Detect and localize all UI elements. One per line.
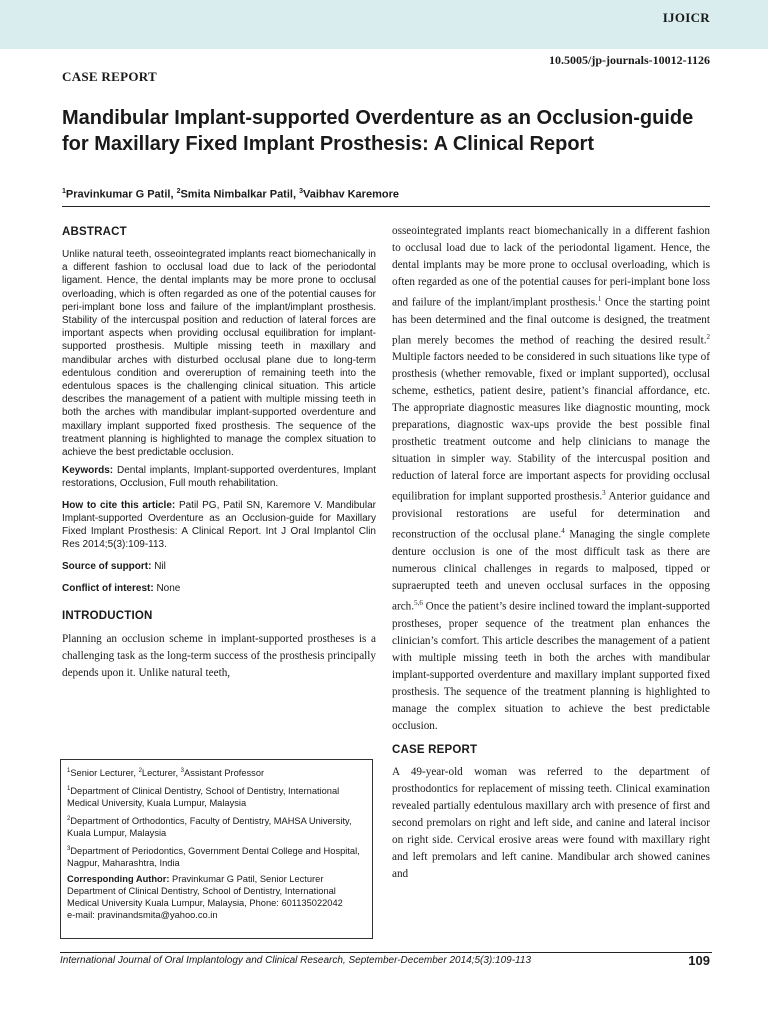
body-text: Managing the single complete denture occlusion is one of the most difficult task as there are numerous clinical challenges in regards to malposed, tipped or supraerupted teeth and uneven occlusal surfaces in the opposing arch.: [392, 528, 710, 613]
affil-sup: 1: [67, 768, 71, 774]
role-text: Assistant Professor: [184, 768, 265, 779]
affiliation-3: [67, 843, 366, 869]
body-text: Anterior guidance and provisional restorations are useful for determination and reconstruction of the occlusal plane.: [392, 491, 710, 541]
keywords-text: Dental implants, Implant-supported overdentures, Implant restorations, Occlusion, Full mouth rehabilitation.: [62, 465, 376, 490]
affil-sup: 3: [180, 768, 185, 774]
author-roles: [67, 765, 366, 779]
keywords: [62, 464, 376, 490]
corr-email[interactable]: e-mail: pravinandsmita@yahoo.co.in: [67, 910, 218, 921]
corr-name: Pravinkumar G Patil, Senior Lecturer: [169, 874, 324, 885]
affil-text: Department of Orthodontics, Faculty of Dentistry, MAHSA University, Kuala Lumpur, Malaysia: [67, 816, 352, 839]
body-text: osseointegrated implants react biomechanically in a different fashion to occlusal load due to lack of the periodontal ligament. Hence, the dental implants may be more prone to occlusal overloading, which is often regarded as one of the potential causes for peri-implant bone loss and failure of the implant/implant prosthesis.: [392, 225, 710, 309]
conflict-of-interest: [62, 582, 376, 595]
cite-label: How to cite this article:: [62, 499, 176, 511]
support-label: Source of support:: [62, 561, 152, 573]
introduction-continued: [392, 223, 710, 735]
author-name: Pravinkumar G Patil,: [65, 188, 177, 201]
introduction-heading: INTRODUCTION: [62, 610, 153, 623]
role-text: Senior Lecturer,: [70, 768, 139, 779]
affil-text: Department of Periodontics, Government Dental College and Hospital, Nagpur, Maharashtra, India: [67, 846, 360, 869]
conflict-value: None: [153, 583, 181, 595]
journal-abbreviation: IJOICR: [662, 10, 710, 25]
affiliation-2: [67, 813, 366, 839]
author-list: [62, 188, 399, 201]
affil-sup: 2: [138, 768, 142, 774]
affiliation-1: [67, 783, 366, 809]
body-text: Once the starting point has been determined and the final outcome is designed, the treatment plan merely becomes the method of reaching the desired result.: [392, 296, 710, 347]
author-sup: 3: [299, 188, 303, 195]
support-value: Nil: [151, 561, 166, 573]
author-sup: 1: [62, 188, 66, 195]
role-text: Lecturer,: [141, 768, 181, 779]
cite-text: Patil PG, Patil SN, Karemore V. Mandibular Implant-supported Overdenture as an Occlusion-guide for Maxillary Fixed Implant Prosthesis: A Clinical Report. Int J Oral Implantol Clin Res 2014;5(3):109-113.: [62, 499, 376, 551]
body-text: Once the patient’s desire inclined toward the implant-supported prostheses, proper sequence of the treatment plan enhances the clinician’s comfort. This article describes the management of a patient with multiple missing teeth in both the arches with mandibular implant-supported overdenture and maxillary implant supported fixed prosthesis. The sequence of the treatment planning is highlighted to manage the complex situation to achieve the best predictable occlusion.: [392, 600, 710, 732]
conflict-label: Conflict of interest:: [62, 583, 154, 595]
case-report-text: A 49-year-old woman was referred to the department of prosthodontics for replacement of missing teeth. Clinical examination revealed partially edentulous maxillary arch with presence of first and second premolars on right and left side, and canine and lateral incisor on right side. Cervical erosive areas were found with maxillary right and left premolars and left canine. Mandibular arch showed canines and: [392, 765, 710, 880]
affil-sup: 3: [67, 846, 71, 853]
article-title: Mandibular Implant-supported Overdenture as an Occlusion-guide for Maxillary Fixed Implant Prosthesis: A Clinical Report: [62, 107, 694, 155]
case-report-heading: CASE REPORT: [392, 743, 478, 756]
reference-marker[interactable]: 3: [602, 489, 606, 498]
header-band: [0, 0, 768, 49]
reference-marker[interactable]: 5,6: [414, 598, 423, 607]
affil-sup: 2: [67, 816, 71, 823]
source-of-support: [62, 560, 376, 573]
affil-sup: 1: [67, 786, 71, 793]
author-name: Smita Nimbalkar Patil,: [180, 188, 300, 201]
affiliations-box: [60, 759, 373, 939]
reference-marker[interactable]: 2: [706, 332, 710, 341]
author-divider: [62, 206, 710, 207]
page-number: 109: [688, 953, 710, 968]
left-column: [62, 226, 376, 682]
footer-journal: International Journal of Oral Implantology and Clinical Research, September-December 2014;5(3):109-113: [60, 955, 532, 966]
corr-address: Department of Clinical Dentistry, School of Dentistry, International Medical University Kuala Lumpur, Malaysia, Phone: 601135022042: [67, 886, 343, 909]
abstract-heading: ABSTRACT: [62, 226, 127, 238]
reference-marker[interactable]: 4: [561, 527, 565, 536]
introduction-text: Planning an occlusion scheme in implant-supported prostheses is a challenging task as the long-term success of the prosthesis principally depends upon it. Unlike natural teeth,: [62, 633, 376, 680]
doi[interactable]: 10.5005/jp-journals-10012-1126: [548, 53, 710, 67]
keywords-label: Keywords:: [62, 465, 114, 477]
corr-label: Corresponding Author:: [67, 874, 170, 885]
citation: [62, 499, 376, 552]
article-type: CASE REPORT: [62, 69, 157, 84]
abstract-text: Unlike natural teeth, osseointegrated implants react biomechanically in a different fashion to occlusal load due to lack of the periodontal ligament. Hence, the dental implants may be more prone to occlusal overloading, which is often regarded as one of the potential causes for peri-implant bone loss and failure of the implant/implant prosthesis. Stability of the intercuspal position and reduction of lateral forces are important aspects when providing occlusal equilibration for implant-supported prosthesis. Multiple missing teeth in maxillary and mandibular arches with disturbed occlusal plane due to long-term edentulous condition and overeruption of remaining teeth into the edentulous spaces is the challenging clinical situation. This article describes the management of a patient with multiple missing teeth in both the arches with mandibular implant-supported overdenture and maxillary implant supported fixed prosthesis. The sequence of the treatment planning is highlighted to manage the complex situation to achieve the best predictable occlusion.: [62, 249, 376, 459]
author-name: Vaibhav Karemore: [302, 188, 399, 201]
footer-divider: [60, 952, 712, 953]
body-text: Multiple factors needed to be considered in such situations like type of prosthesis (whether removable, fixed or implant supported), occlusal scheme, esthetics, patient desire, patient’s financial affordance, etc. The appropriate diagnostic measures like diagnostic mounting, mock preparations, diagnostic wax-ups provide the best possible final prosthetic treatment outcome and help clinicians to manage the situation in simpler way. Stability of the intercuspal position and reduction of lateral force are important aspects for providing occlusal equilibration for implant supported prosthesis.: [392, 351, 710, 504]
corresponding-author: [67, 873, 366, 921]
right-column: [392, 223, 710, 883]
reference-marker[interactable]: 1: [597, 295, 602, 303]
author-sup: 2: [176, 188, 181, 195]
affil-text: Department of Clinical Dentistry, School of Dentistry, International Medical University, Kuala Lumpur, Malaysia: [67, 786, 340, 809]
